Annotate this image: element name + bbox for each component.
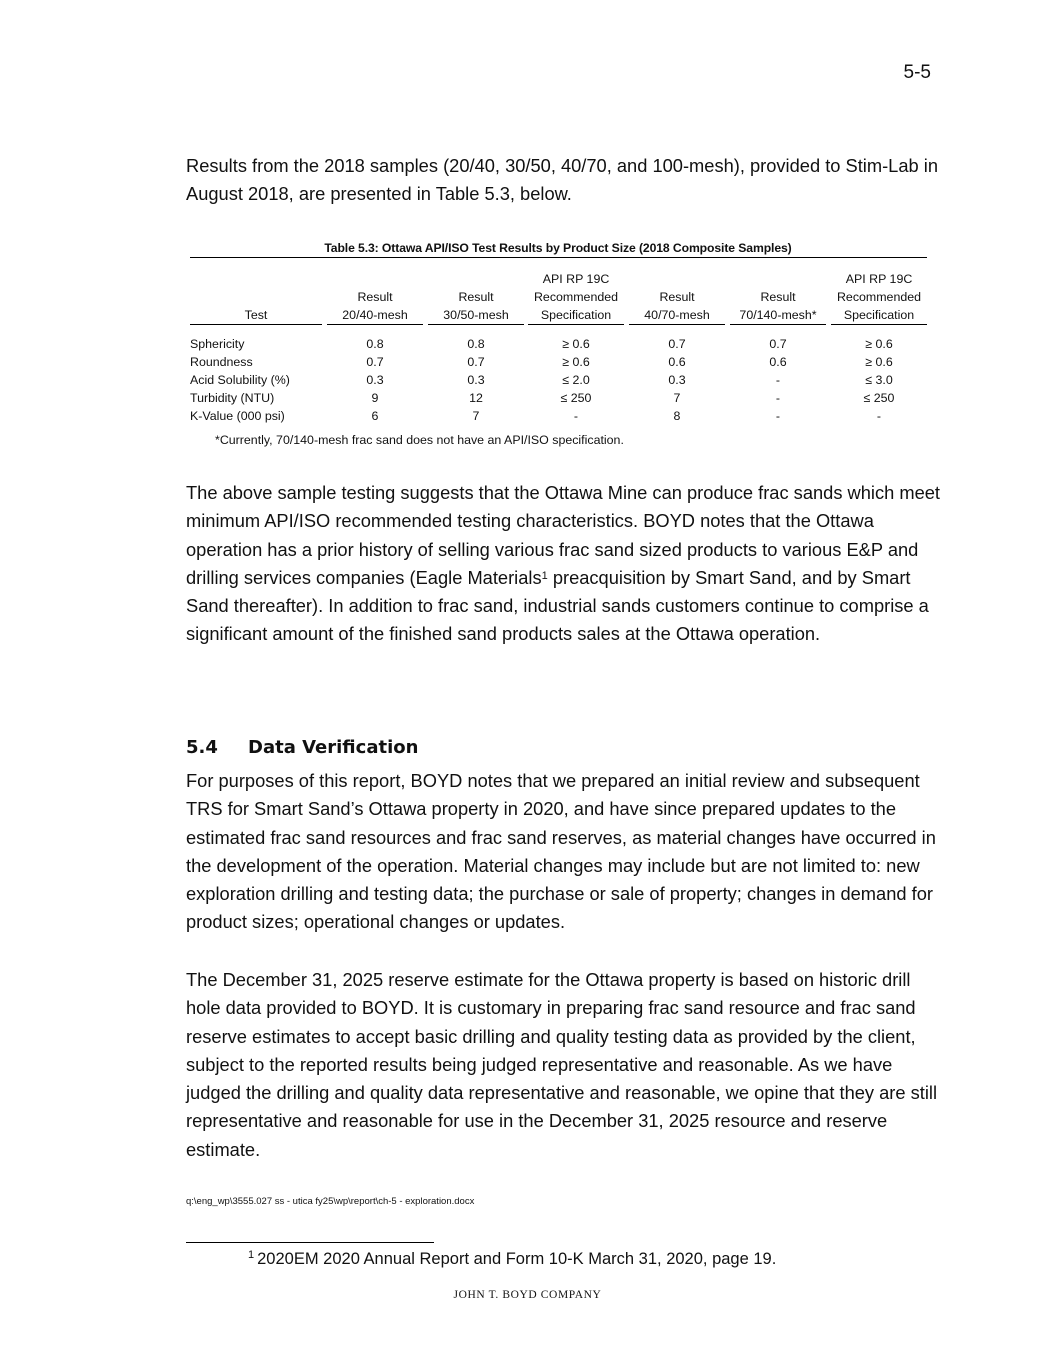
- sample-testing-paragraph: [186, 479, 946, 649]
- december-paragraph: The December 31, 2025 reserve estimate for the Ottawa property is based on historic drill hole data provided to BOYD. It is customary in preparing frac sand resource and frac sand reserve estimates to accept basic drilling and quality testing data as provided by the client, subject to the reported results being judged representative and reasonable. As we have judged the drilling and quality data representative and reasonable, we opine that they are still representative and reasonable for use in the December 31, 2025 resource and reserve estimate.: [186, 969, 938, 1160]
- table-header-line2: Recommended: [533, 290, 619, 304]
- table-cell: ≥ 0.6: [562, 337, 590, 351]
- table-cell: 7: [673, 391, 681, 405]
- table-cell: 0.7: [769, 337, 787, 351]
- table-cell: 0.7: [366, 355, 384, 369]
- footnote-marker: 1: [248, 1249, 255, 1261]
- table-cell: ≤ 250: [863, 391, 895, 405]
- table-cell: ≤ 3.0: [865, 373, 893, 387]
- table-header-line3: 40/70-mesh: [629, 306, 725, 325]
- table-cell: 0.6: [769, 355, 787, 369]
- table-row-label: Sphericity: [190, 337, 245, 351]
- sample-testing-text-2: preacquisition by Smart Sand, and by Smart Sand thereafter). In addition to frac sand, industrial sands customers continue to comprise a significant amount of the finished sand products sales at the Ottawa operation.: [186, 566, 929, 645]
- table-cell: 0.3: [366, 373, 384, 387]
- table-header-line2: Result: [659, 290, 695, 304]
- table-row-label: Turbidity (NTU): [190, 391, 275, 405]
- table-cell: 7: [472, 409, 480, 423]
- table-cell: 8: [673, 409, 681, 423]
- table-cell: 0.7: [467, 355, 485, 369]
- table-header-line3: Specification: [528, 306, 624, 325]
- table-cell: -: [775, 409, 781, 423]
- table-header-column: [327, 270, 423, 325]
- table-cell: 12: [469, 391, 483, 405]
- table-cell: 0.7: [668, 337, 686, 351]
- table-cell: ≥ 0.6: [562, 355, 590, 369]
- table-header-column: [528, 270, 624, 325]
- table-header-column: [190, 270, 322, 325]
- table-title: Table 5.3: Ottawa API/ISO Test Results by Product Size (2018 Composite Samples): [324, 241, 792, 255]
- table-cell: ≤ 2.0: [562, 373, 590, 387]
- footnote-rule: [186, 1242, 434, 1243]
- table-cell: 0.8: [366, 337, 384, 351]
- table-header-line3: 20/40-mesh: [327, 306, 423, 325]
- table-cell: -: [573, 409, 579, 423]
- table-header-line2: Recommended: [836, 290, 922, 304]
- table-cell: -: [775, 391, 781, 405]
- table-cell: 0.8: [467, 337, 485, 351]
- table-header-column: [428, 270, 524, 325]
- page-number: 5-5: [903, 62, 931, 83]
- table-row: [0, 335, 1055, 353]
- table-header-line3: 70/140-mesh*: [730, 306, 826, 325]
- intro-paragraph: Results from the 2018 samples (20/40, 30/50, 40/70, and 100-mesh), provided to Stim-Lab in August 2018, are presented in Table 5.3, below.: [186, 155, 938, 205]
- verification-paragraph: For purposes of this report, BOYD notes that we prepared an initial review and subsequent TRS for Smart Sand’s Ottawa property in 2020, and have since prepared updates to the estimated frac sand resources and frac sand reserves, as material changes have occurred in the development of the operation. Material changes may include but are not limited to: new exploration drilling and testing data; the purchase or sale of property; changes in demand for product sizes; operational changes or updates.: [186, 770, 936, 933]
- table-row-label: K-Value (000 psi): [190, 409, 285, 423]
- footnote-reference: 1: [541, 569, 548, 582]
- table-row-label: Roundness: [190, 355, 253, 369]
- table-header-line1: [730, 270, 826, 288]
- table-header-line1: [190, 270, 322, 288]
- table-header-line1: [629, 270, 725, 288]
- section-heading: [186, 737, 418, 758]
- table-header-line3: Specification: [831, 306, 927, 325]
- table-cell: 9: [371, 391, 379, 405]
- file-path: q:\eng_wp\3555.027 ss - utica fy25\wp\report\ch-5 - exploration.docx: [186, 1196, 475, 1207]
- footnote: [248, 1250, 776, 1269]
- table-note: *Currently, 70/140-mesh frac sand does not have an API/ISO specification.: [215, 433, 624, 447]
- table-header-column: [831, 270, 927, 325]
- table-header-line3: Test: [190, 306, 322, 325]
- table-header-line1: [428, 270, 524, 288]
- table-header-column: [730, 270, 826, 325]
- table-header-line2: Result: [357, 290, 393, 304]
- table-header-line2: Result: [458, 290, 494, 304]
- sample-testing-text-1: The above sample testing suggests that the Ottawa Mine can produce frac sands which meet minimum API/ISO recommended testing characteristics. BOYD notes that the Ottawa operation has a prior history of selling various frac sand sized products to various E&P and drilling services companies (Eagle Materials: [186, 482, 941, 588]
- table-row: [0, 353, 1055, 371]
- footnote-text: 2020EM 2020 Annual Report and Form 10-K March 31, 2020, page 19.: [257, 1250, 777, 1268]
- table-cell: 0.3: [668, 373, 686, 387]
- table-header-line1: [327, 270, 423, 288]
- table-row: [0, 371, 1055, 389]
- table-header-line2: [190, 288, 322, 306]
- section-title: Data Verification: [248, 737, 419, 758]
- table-header-line2: Result: [760, 290, 796, 304]
- table-header-column: [629, 270, 725, 325]
- table-row: [0, 389, 1055, 407]
- table-header-line1: API RP 19C: [542, 272, 610, 286]
- company-footer: JOHN T. BOYD COMPANY: [453, 1289, 602, 1301]
- table-row-label: Acid Solubility (%): [190, 373, 290, 387]
- table-row: [0, 407, 1055, 425]
- table-cell: 0.6: [668, 355, 686, 369]
- table-header-line3: 30/50-mesh: [428, 306, 524, 325]
- table-header-line1: API RP 19C: [845, 272, 913, 286]
- table-cell: -: [876, 409, 882, 423]
- table-cell: ≤ 250: [560, 391, 592, 405]
- table-cell: ≥ 0.6: [865, 337, 893, 351]
- table-cell: 0.3: [467, 373, 485, 387]
- table-cell: 6: [371, 409, 379, 423]
- table-title-rule: [190, 257, 927, 258]
- table-cell: ≥ 0.6: [865, 355, 893, 369]
- table-cell: -: [775, 373, 781, 387]
- section-number: 5.4: [186, 737, 218, 758]
